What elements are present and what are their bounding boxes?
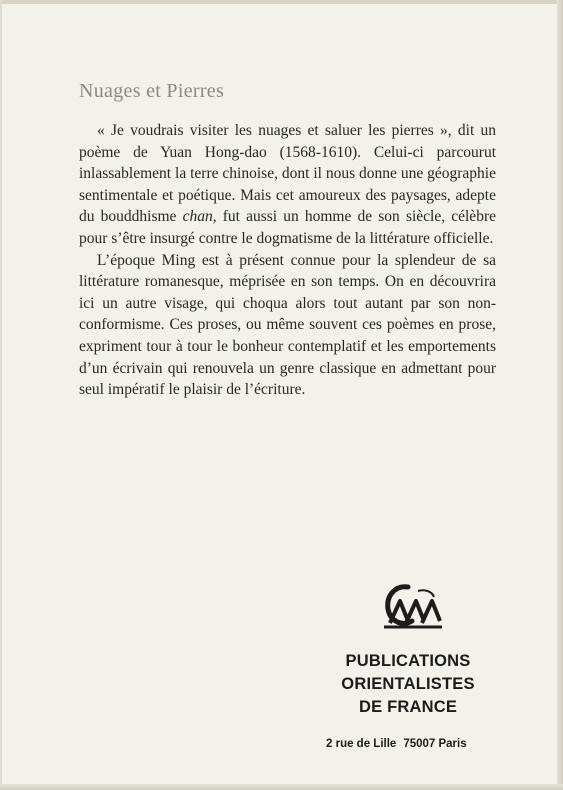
publisher-line-1: PUBLICATIONS (345, 652, 471, 670)
blurb-paragraph-1 (79, 120, 496, 250)
blurb-paragraph-2: L’époque Ming est à présent connue pour la splendeur de sa littérature romanesque, méprisée en son temps. On en découvrira ici un autre visage, qui choqua alors tout autant par son non-conformisme. Ces proses, ou même souvent ces poèmes en prose, expriment tour à tour le bonheur contemplatif et les emportements d’un écrivain qui renouvela un genre classique en admettant pour seul impératif le plaisir de l’écriture. (79, 251, 496, 399)
publisher-line-3: DE FRANCE (358, 698, 458, 716)
page-edge-right (557, 0, 563, 790)
publisher-logo-icon (378, 577, 446, 637)
address-street: 2 rue de Lille (326, 738, 397, 750)
blurb-text (79, 120, 496, 401)
page-edge-bottom (0, 784, 563, 790)
publisher-address (326, 738, 506, 750)
publisher-line-2: ORIENTALISTES (341, 675, 475, 693)
publisher-name (318, 650, 498, 719)
book-title: Nuages et Pierres (79, 80, 225, 102)
blurb-italic-word: chan, (182, 208, 217, 226)
blurb-paragraph-1-part-1: « Je voudrais visiter les nuages et saluer les pierres », dit un poème de Yuan Hong-dao (1568-1610). Celui-ci parcourut inlassablement la terre chinoise, dont il nous donne une géographie sentimentale et poétique. Mais cet amoureux des paysages, adepte du bouddhisme (79, 122, 496, 226)
blurb-paragraph-1-part-2: fut aussi un homme de son siècle, célèbre pour s’être insurgé contre le dogmatisme de la littérature officielle. (79, 208, 496, 247)
page-edge-top (0, 0, 563, 4)
page-edge-left (0, 0, 2, 790)
address-city: 75007 Paris (403, 738, 467, 750)
